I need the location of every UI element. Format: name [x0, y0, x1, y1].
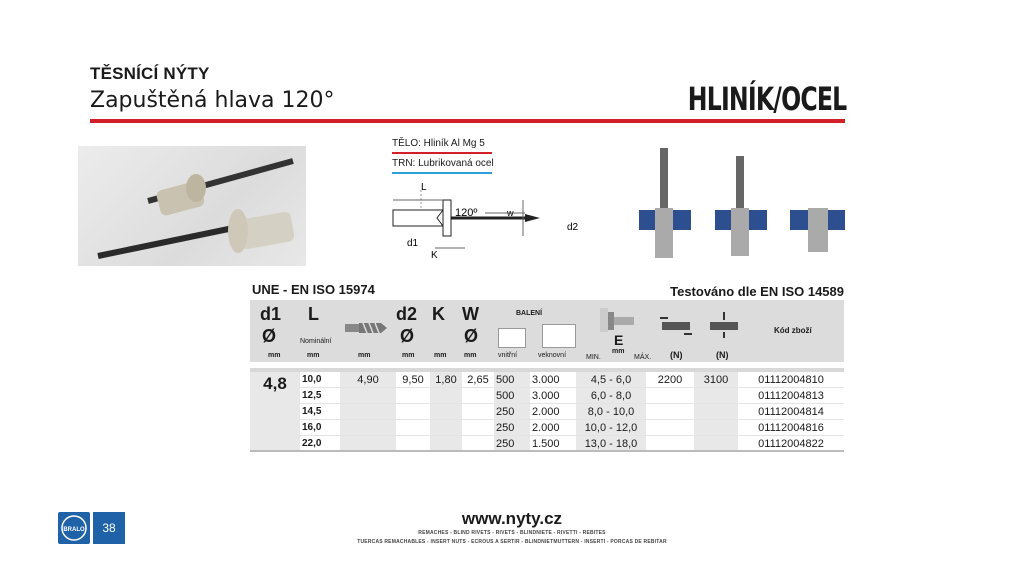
cell-code: 01112004810	[738, 372, 844, 388]
cell-E-min: 4,5	[590, 373, 607, 386]
product-photo	[78, 146, 306, 266]
cell-drill	[340, 420, 396, 436]
dim-angle: 120º	[455, 207, 478, 219]
mandrel-spec: TRN: Lubrikovaná ocel	[392, 158, 494, 169]
col-inner: vnitřní	[498, 352, 518, 359]
material-title: HLINÍK/OCEL	[687, 80, 846, 118]
cell-E: 10,0 - 12,0	[576, 420, 646, 436]
cell-E: 4,5 - 6,0	[576, 372, 646, 388]
cell-outer: 3.000	[530, 388, 576, 404]
col-baleni: BALENÍ	[516, 310, 543, 317]
col-d2: d2	[396, 304, 418, 324]
col-d1-unit: mm	[268, 352, 281, 359]
drill-icon	[345, 320, 387, 336]
dim-d1: d1	[407, 238, 419, 249]
subtitle: Zapuštěná hlava 120°	[90, 88, 335, 113]
website-link[interactable]: www.nyty.cz	[461, 509, 563, 528]
cell-outer: 1.500	[530, 436, 576, 452]
dim-L: L	[421, 182, 427, 193]
cell-E-min: 6,0	[590, 389, 607, 402]
table-row	[250, 372, 844, 388]
cell-L: 12,5	[300, 388, 340, 404]
standard-left: UNE - EN ISO 15974	[252, 282, 375, 297]
cell-E: 13,0 - 18,0	[576, 436, 646, 452]
cell-inner: 500	[494, 372, 530, 388]
col-drill-unit: mm	[358, 352, 371, 359]
cell-E-max: 8,0	[615, 389, 632, 402]
col-outer: veknovní	[538, 352, 567, 359]
cell-K	[430, 388, 462, 404]
cell-outer: 2.000	[530, 404, 576, 420]
dimension-drawing	[385, 178, 585, 263]
col-shear: (N)	[670, 350, 683, 360]
dim-d2: d2	[567, 222, 579, 233]
cell-inner: 250	[494, 404, 530, 420]
cell-E-max: 12,0	[615, 421, 638, 434]
dim-K: K	[431, 250, 438, 261]
table-bottomline	[250, 450, 844, 452]
body-spec: TĚLO: Hliník Al Mg 5	[392, 138, 485, 149]
cell-L: 16,0	[300, 420, 340, 436]
cell-E-max: 18,0	[615, 437, 638, 450]
standard-right: Testováno dle EN ISO 14589	[670, 284, 844, 299]
col-W-diam: Ø	[464, 326, 479, 346]
cell-shear: 2200	[646, 372, 694, 388]
stage-2-icon	[715, 156, 767, 256]
tagline-2: TUERCAS REMACHABLES - INSERT NUTS - ECROUS A SERTIR - BLINDNIETMUTTERN - INSERTI - PORCAS DE REBITAR	[357, 539, 667, 545]
cell-d2: 9,50	[396, 372, 430, 388]
grip-range-icon	[598, 304, 638, 334]
stage-3-icon	[790, 208, 845, 252]
col-W: W	[462, 304, 479, 324]
col-E-min: MIN.	[586, 354, 601, 361]
cell-code: 01112004813	[738, 388, 844, 404]
col-K-unit: mm	[434, 352, 447, 359]
mandrel-spec-line	[392, 172, 492, 174]
stage-1-icon	[639, 148, 691, 258]
cell-L: 14,5	[300, 404, 340, 420]
cell-E-min: 13,0	[584, 437, 607, 450]
cell-W: 2,65	[462, 372, 494, 388]
col-E-max: MÁX.	[634, 354, 652, 361]
cell-E-min: 10,0	[584, 421, 607, 434]
cell-L: 22,0	[300, 436, 340, 452]
cell-d2	[396, 420, 430, 436]
cell-K	[430, 404, 462, 420]
tensile-strength-icon	[706, 312, 742, 338]
col-d2-unit: mm	[402, 352, 415, 359]
cell-d1: 4,8	[250, 372, 300, 452]
col-K: K	[432, 304, 445, 324]
cell-shear	[646, 404, 694, 420]
cell-W	[462, 404, 494, 420]
tagline-1: REMACHES - BLIND RIVETS - RIVETS - BLINDNIETE - RIVETTI - REBITES	[418, 530, 606, 536]
page-number: 38	[93, 512, 125, 544]
cell-outer: 2.000	[530, 420, 576, 436]
col-L: L	[308, 304, 319, 324]
cell-E: 6,0 - 8,0	[576, 388, 646, 404]
cell-inner: 250	[494, 420, 530, 436]
box-inner-icon	[498, 328, 526, 348]
cell-code: 01112004814	[738, 404, 844, 420]
cell-E-min: 8,0	[587, 405, 604, 418]
col-d1: d1	[260, 304, 282, 324]
col-L-unit: mm	[307, 352, 320, 359]
cell-K	[430, 420, 462, 436]
cell-K: 1,80	[430, 372, 462, 388]
col-W-unit: mm	[464, 352, 477, 359]
cell-drill: 4,90	[340, 372, 396, 388]
cell-tensile	[694, 404, 738, 420]
cell-tensile: 3100	[694, 372, 738, 388]
cell-outer: 3.000	[530, 372, 576, 388]
cell-inner: 500	[494, 388, 530, 404]
cell-tensile	[694, 420, 738, 436]
cell-W	[462, 420, 494, 436]
rivet-photo-icon	[78, 146, 306, 266]
cell-shear	[646, 420, 694, 436]
col-d2-diam: Ø	[400, 326, 415, 346]
cell-drill	[340, 404, 396, 420]
table-row	[250, 420, 844, 436]
col-d1-diam: Ø	[262, 326, 277, 346]
col-E: E	[614, 332, 624, 348]
category-title: TĚSNÍCÍ NÝTY	[90, 64, 210, 83]
col-code: Kód zboží	[774, 326, 812, 335]
installation-stages	[635, 148, 850, 258]
col-L-note: Nominální	[300, 338, 332, 345]
dim-w: w	[507, 208, 514, 218]
cell-d2	[396, 388, 430, 404]
cell-code: 01112004822	[738, 436, 844, 452]
col-E-unit: mm	[612, 348, 625, 355]
col-tensile: (N)	[716, 350, 729, 360]
table-header	[250, 300, 844, 362]
cell-drill	[340, 388, 396, 404]
cell-E: 8,0 - 10,0	[576, 404, 646, 420]
product-table	[250, 372, 844, 452]
cell-E-max: 6,0	[615, 373, 632, 386]
cell-d2	[396, 404, 430, 420]
box-outer-icon	[542, 324, 576, 348]
cell-code: 01112004816	[738, 420, 844, 436]
cell-tensile	[694, 388, 738, 404]
table-row	[250, 404, 844, 420]
table-row	[250, 388, 844, 404]
shear-strength-icon	[658, 312, 694, 338]
body-spec-line	[392, 152, 492, 154]
logo-text: BRALO	[63, 527, 85, 533]
header-divider	[90, 119, 845, 123]
cell-shear	[646, 388, 694, 404]
cell-E-max: 10,0	[612, 405, 635, 418]
cell-L: 10,0	[300, 372, 340, 388]
cell-W	[462, 388, 494, 404]
cell-inner: 250	[494, 436, 530, 452]
